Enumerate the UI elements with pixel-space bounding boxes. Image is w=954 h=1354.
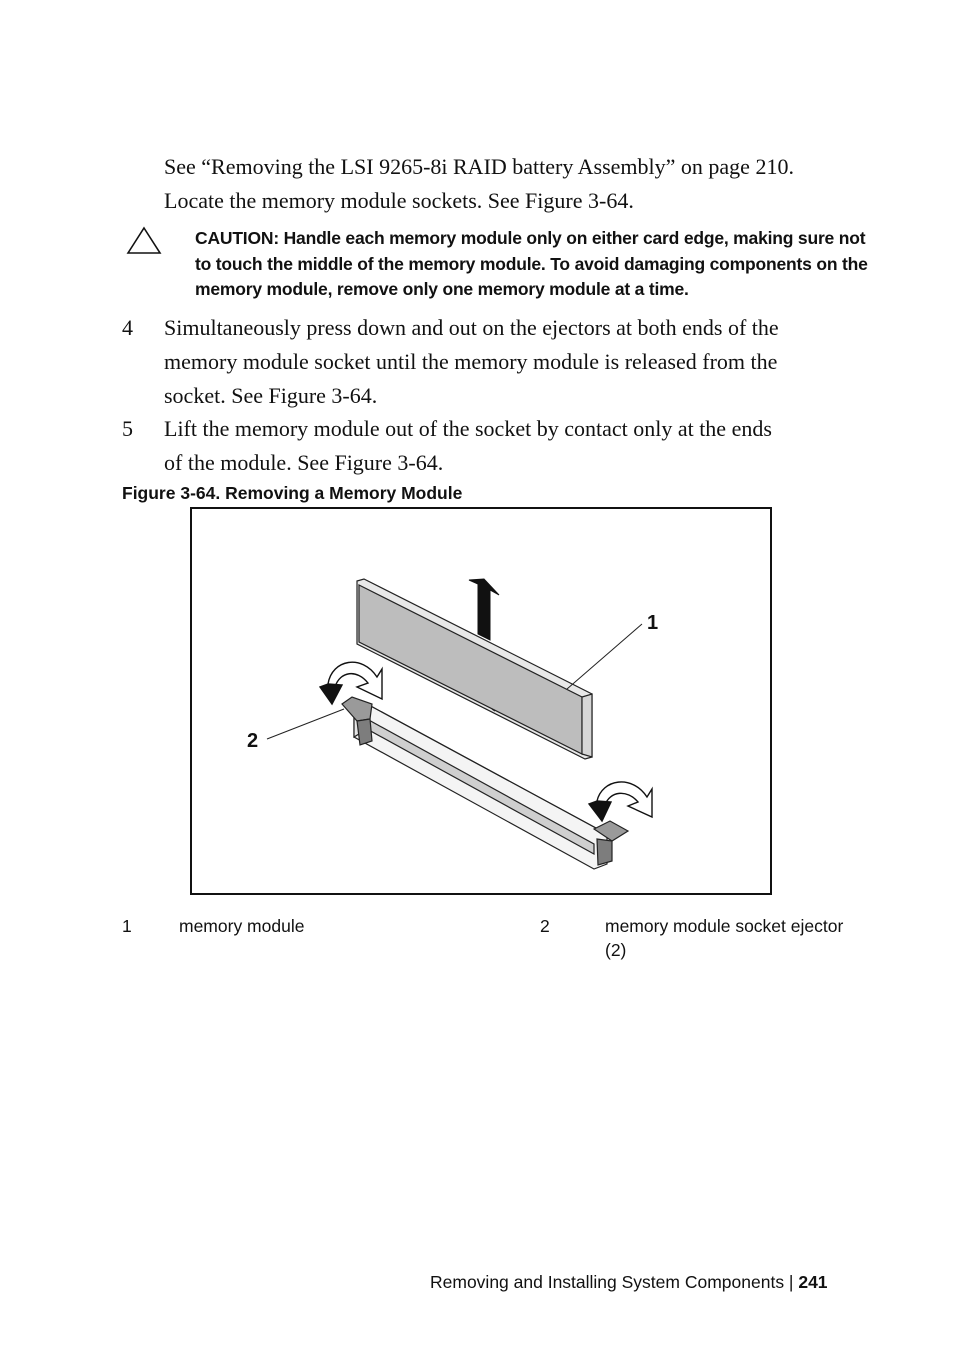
step-line: Simultaneously press down and out on the ejectors at both ends of the <box>164 315 779 340</box>
callout-leader-2 <box>267 709 344 739</box>
caution-note <box>195 226 885 303</box>
step-line: of the module. See Figure 3-64. <box>164 450 444 475</box>
paragraph-see-removing: See “Removing the LSI 9265-8i RAID battery Assembly” on page 210. <box>164 154 794 179</box>
right-ejector <box>594 821 628 865</box>
legend-label-line: memory module socket ejector <box>605 916 844 936</box>
legend-label-line: (2) <box>605 940 627 960</box>
caution-triangle-icon <box>126 226 162 256</box>
callout-leader-1 <box>567 624 642 689</box>
step-text <box>164 311 854 413</box>
figure-frame <box>190 507 772 895</box>
caution-line: CAUTION: Handle each memory module only on either card edge, making sure not <box>195 228 866 248</box>
up-arrow-icon <box>469 579 499 640</box>
step-number: 4 <box>122 315 133 340</box>
caution-line: memory module, remove only one memory module at a time. <box>195 279 689 299</box>
legend-label: memory module <box>179 916 305 936</box>
legend-label <box>605 914 885 962</box>
rotate-arrow-right-icon <box>589 782 652 821</box>
step-text <box>164 412 854 480</box>
callout-1: 1 <box>647 612 659 634</box>
page-number: 241 <box>798 1272 828 1292</box>
step-line: memory module socket until the memory module is released from the <box>164 349 778 374</box>
step-line: Lift the memory module out of the socket by contact only at the ends <box>164 416 772 441</box>
callout-2: 2 <box>247 730 259 752</box>
figure-title: Figure 3-64. Removing a Memory Module <box>122 483 463 503</box>
page-footer <box>430 1272 828 1293</box>
paragraph-locate-sockets: Locate the memory module sockets. See Figure 3-64. <box>164 188 634 213</box>
step-line: socket. See Figure 3-64. <box>164 383 378 408</box>
footer-section: Removing and Installing System Components | <box>430 1272 799 1292</box>
step-number: 5 <box>122 416 133 441</box>
legend-num: 1 <box>122 916 132 936</box>
memory-module-illustration <box>192 509 770 893</box>
caution-line: to touch the middle of the memory module. To avoid damaging components on the <box>195 253 868 274</box>
legend-num: 2 <box>540 916 550 936</box>
